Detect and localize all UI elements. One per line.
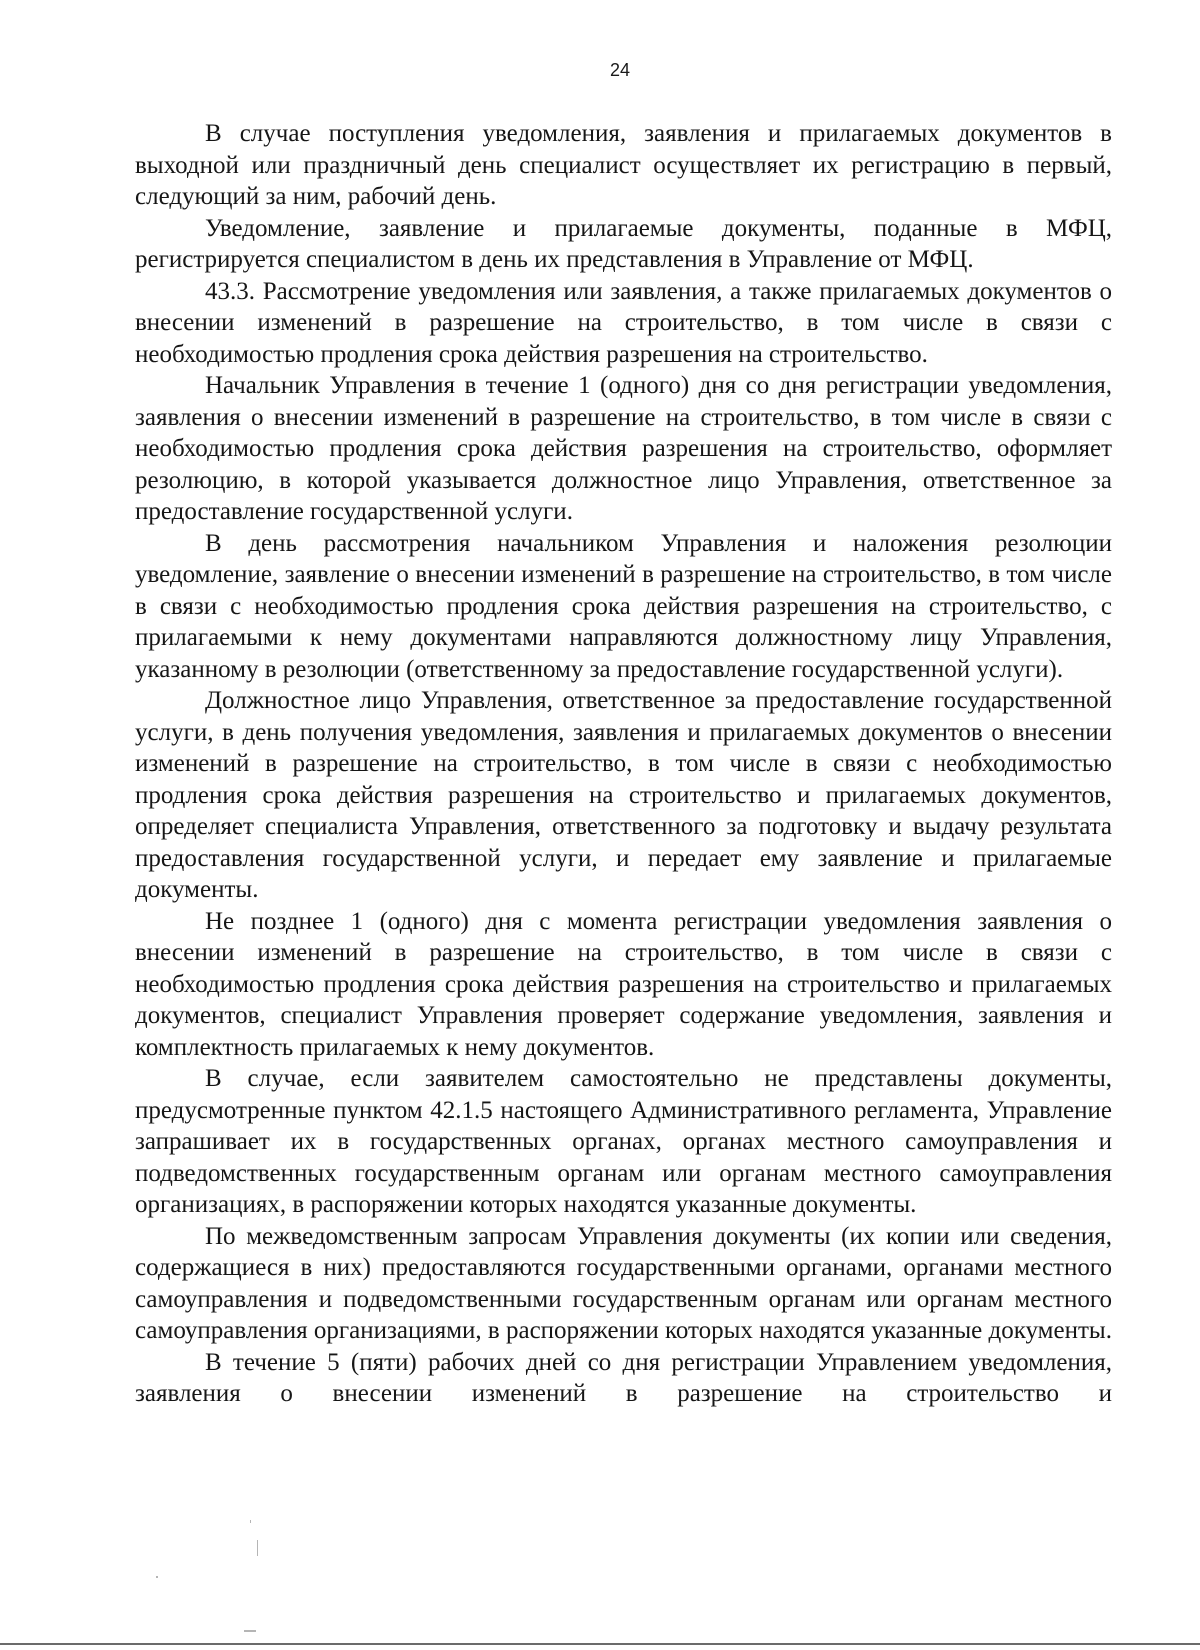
scan-speck (156, 1576, 158, 1578)
paragraph-weekend-registration: В случае поступления уведомления, заявления и прилагаемых документов в выходной или праздничный день специалист осуществляет их регистрацию в первый, следующий за ним, рабочий день. (135, 120, 1112, 210)
paragraph-section-43-3: 43.3. Рассмотрение уведомления или заявления, а также прилагаемых документов о внесении изменений в разрешение на строительство, в том числе в связи с необходимостью продления срока действия разрешения на строительство. (135, 277, 1112, 368)
page-number: 24 (609, 60, 631, 80)
scan-speck (244, 1630, 256, 1632)
paragraph-content-check: Не позднее 1 (одного) дня с момента регистрации уведомления заявления о внесении изменений в разрешение на строительство, в том числе в связи с необходимостью продления срока действия разрешения на строительство и прилагаемых документов, специалист Управления проверяет содержание уведомления, заявления и комплектность прилагаемых к нему документов. (135, 907, 1112, 1061)
paragraph-five-days: В течение 5 (пяти) рабочих дней со дня регистрации Управлением уведомления, заявления о внесении изменений в разрешение на строительство и (135, 1348, 1112, 1407)
scan-bottom-edge (0, 1643, 1200, 1645)
paragraph-interagency-requests: По межведомственным запросам Управления документы (их копии или сведения, содержащиеся в них) предоставляются государственными органами, органами местного самоуправления и подведомственными государственным органам или органам местного самоуправления организациями, в распоряжении которых находятся указанные документы. (135, 1222, 1112, 1344)
scan-speck (257, 1540, 258, 1556)
scan-speck (250, 1520, 251, 1523)
paragraph-official-assignment: Должностное лицо Управления, ответственное за предоставление государственной услуги, в день получения уведомления, заявления и прилагаемых документов о внесении изменений в разрешение на строительство, в том числе в связи с необходимостью продления срока действия разрешения на строительство и прилагаемых документов, определяет специалиста Управления, ответственного за подготовку и выдачу результата предоставления государственной услуги, и передает ему заявление и прилагаемые документы. (135, 687, 1112, 903)
paragraph-missing-documents: В случае, если заявителем самостоятельно не представлены документы, предусмотренные пунктом 42.1.5 настоящего Административного регламента, Управление запрашивает их в государственных органах, органах местного самоуправления и подведомственных государственным органам или органам местного самоуправления организациях, в распоряжении которых находятся указанные документы. (135, 1065, 1112, 1218)
paragraph-head-resolution: Начальник Управления в течение 1 (одного) дня со дня регистрации уведомления, заявления о внесении изменений в разрешение на строительство, в том числе в связи с необходимостью продления срока действия разрешения на строительство, оформляет резолюцию, в которой указывается должностное лицо Управления, ответственное за предоставление государственной услуги. (135, 372, 1112, 525)
paragraph-review-day: В день рассмотрения начальником Управления и наложения резолюции уведомление, заявление о внесении изменений в разрешение на строительство, в том числе в связи с необходимостью продления срока действия разрешения на строительство, с прилагаемыми к нему документами направляются должностному лицу Управления, указанному в резолюции (ответственному за предоставление государственной услуги). (135, 529, 1112, 683)
document-body (135, 118, 1112, 1410)
paragraph-mfc-registration: Уведомление, заявление и прилагаемые документы, поданные в МФЦ, регистрируется специалистом в день их представления в Управление от МФЦ. (135, 214, 1112, 273)
